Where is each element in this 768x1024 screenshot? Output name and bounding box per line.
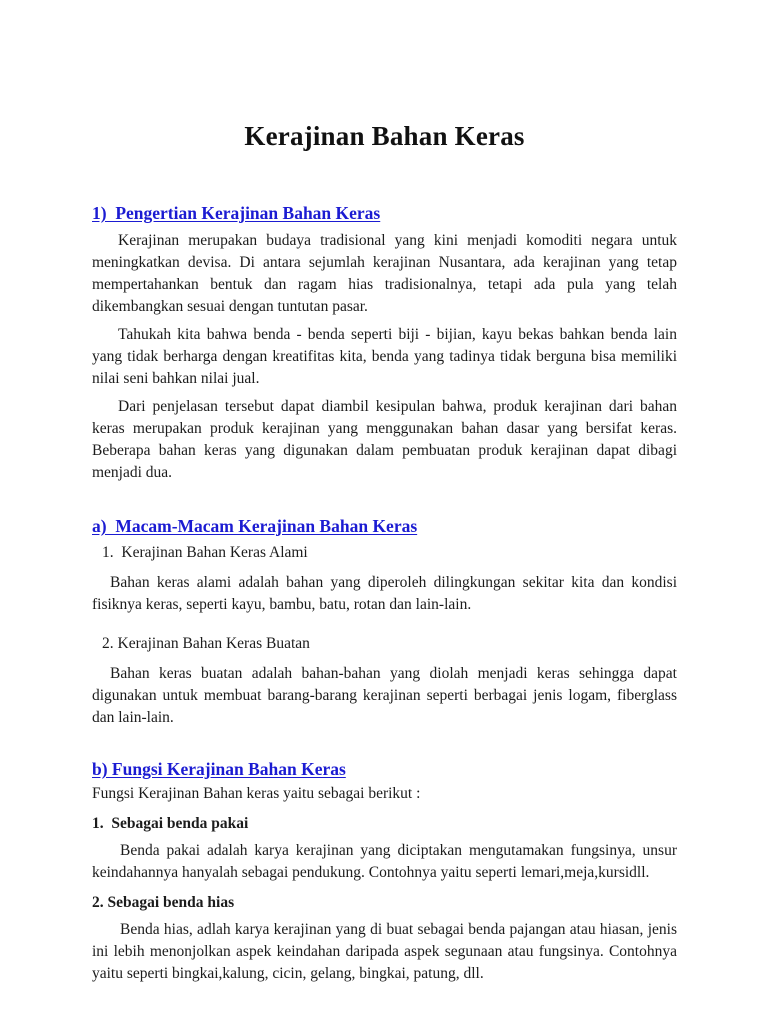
list-item-label-benda-pakai: 1. Sebagai benda pakai	[92, 815, 249, 832]
list-item-label-benda-hias: 2. Sebagai benda hias	[92, 894, 235, 911]
list-item-label-alami: 1. Kerajinan Bahan Keras Alami	[102, 544, 308, 561]
paragraph-pengertian-1: Kerajinan merupakan budaya tradisional yang kini menjadi komoditi negara untuk meningkatkan devisa. Di antara sejumlah kerajinan Nusantara, ada kerajinan yang tetap mempertahankan bentuk dan ragam hias tradisionalnya, tetapi ada pula yang telah dikembangkan sesuai dengan tuntutan pasar.	[92, 232, 677, 315]
section-heading-macam[interactable]: a) Macam-Macam Kerajinan Bahan Keras	[92, 516, 418, 536]
document-page	[92, 0, 677, 985]
section-heading-fungsi[interactable]: b) Fungsi Kerajinan Bahan Keras	[92, 759, 346, 779]
fungsi-intro-text: Fungsi Kerajinan Bahan keras yaitu sebagai berikut :	[92, 785, 421, 802]
list-item-description-alami: Bahan keras alami adalah bahan yang diperoleh dilingkungan sekitar kita dan kondisi fisiknya keras, seperti kayu, bambu, batu, rotan dan lain-lain.	[92, 574, 677, 613]
paragraph-pengertian-3: Dari penjelasan tersebut dapat diambil kesipulan bahwa, produk kerajinan dari bahan keras merupakan produk kerajinan yang menggunakan bahan dasar yang bersifat keras. Beberapa bahan keras yang digunakan dalam pembuatan produk kerajinan dapat dibagi menjadi dua.	[92, 398, 677, 481]
list-item-label-buatan: 2. Kerajinan Bahan Keras Buatan	[102, 635, 310, 652]
list-item-description-benda-hias: Benda hias, adlah karya kerajinan yang di buat sebagai benda pajangan atau hiasan, jenis ini lebih menonjolkan aspek keindahan daripada aspek segunaan atau fungsinya. Contohnya yaitu seperti bingkai,kalung, cicin, gelang, bingkai, patung, dll.	[92, 921, 677, 982]
paragraph-pengertian-2: Tahukah kita bahwa benda - benda seperti biji - bijian, kayu bekas bahkan benda lain yang tidak berharga dengan kreatifitas kita, benda yang tadinya tidak berguna bisa memiliki nilai seni bahkan nilai jual.	[92, 326, 677, 387]
list-item-description-benda-pakai: Benda pakai adalah karya kerajinan yang diciptakan mengutamakan fungsinya, unsur keindahannya hanyalah sebagai pendukung. Contohnya yaitu seperti lemari,meja,kursidll.	[92, 842, 677, 881]
section-heading-pengertian[interactable]: 1) Pengertian Kerajinan Bahan Keras	[92, 203, 381, 223]
list-item-description-buatan: Bahan keras buatan adalah bahan-bahan yang diolah menjadi keras sehingga dapat digunakan untuk membuat barang-barang kerajinan seperti berbagai jenis logam, fiberglass dan lain-lain.	[92, 665, 677, 726]
page-title: Kerajinan Bahan Keras	[244, 121, 525, 151]
